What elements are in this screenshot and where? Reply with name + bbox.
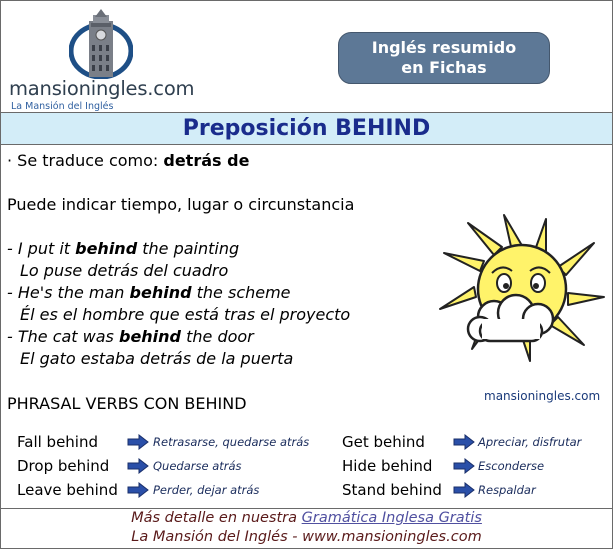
example-text: the scheme [191,283,291,302]
phrasal-meaning: Esconderse [478,459,545,473]
example-en-1 [7,239,239,258]
arrow-right-icon [453,458,475,474]
phrasal-verb: Fall behind [17,433,98,451]
badge-line-2: en Fichas [401,58,487,77]
example-keyword: behind [75,239,138,258]
example-text: the door [181,327,254,346]
footer-text: Más detalle en nuestra [131,510,302,526]
phrasal-meaning: Respaldar [478,483,536,497]
arrow-right-icon [453,434,475,450]
sun-behind-cloud-illustration [434,213,606,363]
tower-logo-icon [69,9,133,79]
example-es-1: Lo puse detrás del cuadro [20,261,229,280]
example-keyword: behind [129,283,192,302]
example-text: the painting [137,239,240,258]
translation-line [7,151,249,170]
phrasal-verb: Drop behind [17,457,110,475]
arrow-right-icon [127,458,149,474]
example-es-3: El gato estaba detrás de la puerta [20,349,294,368]
phrasal-verb: Stand behind [342,481,442,499]
phrasal-verb: Hide behind [342,457,433,475]
translation-prefix: · Se traduce como: [7,151,164,170]
phrasal-meaning: Perder, dejar atrás [153,483,260,497]
phrasal-meaning: Apreciar, disfrutar [478,435,582,449]
usage-line: Puede indicar tiempo, lugar o circunstancia [7,195,355,214]
badge-line-1: Inglés resumido [371,38,517,57]
logo-text: mansioningles.com [9,77,195,100]
footer-line-2: La Mansión del Inglés - www.mansioningles.com [131,529,482,545]
logo-subtitle: La Mansión del Inglés [11,101,114,112]
example-en-3 [7,327,254,346]
phrasal-meaning: Quedarse atrás [153,459,242,473]
translation-word: detrás de [163,151,250,170]
example-keyword: behind [118,327,182,346]
arrow-right-icon [127,434,149,450]
phrasal-meaning: Retrasarse, quedarse atrás [153,435,310,449]
footer-divider [1,508,612,509]
phrasal-verb: Get behind [342,433,425,451]
example-en-2 [7,283,291,302]
phrasal-heading: PHRASAL VERBS CON BEHIND [7,394,247,413]
footer-line-1 [1,510,612,526]
example-text: - I put it [7,239,76,258]
arrow-right-icon [453,482,475,498]
example-text: - The cat was [7,327,119,346]
arrow-right-icon [127,482,149,498]
phrasal-verb: Leave behind [17,481,118,499]
grammar-link[interactable]: Gramática Inglesa Gratis [301,510,482,526]
fichas-badge[interactable] [338,32,550,84]
example-es-2: Él es el hombre que está tras el proyecto [20,305,351,324]
site-watermark: mansioningles.com [484,389,601,403]
page-title: Preposición BEHIND [1,112,612,145]
example-text: - He's the man [7,283,130,302]
site-logo[interactable] [7,7,207,111]
